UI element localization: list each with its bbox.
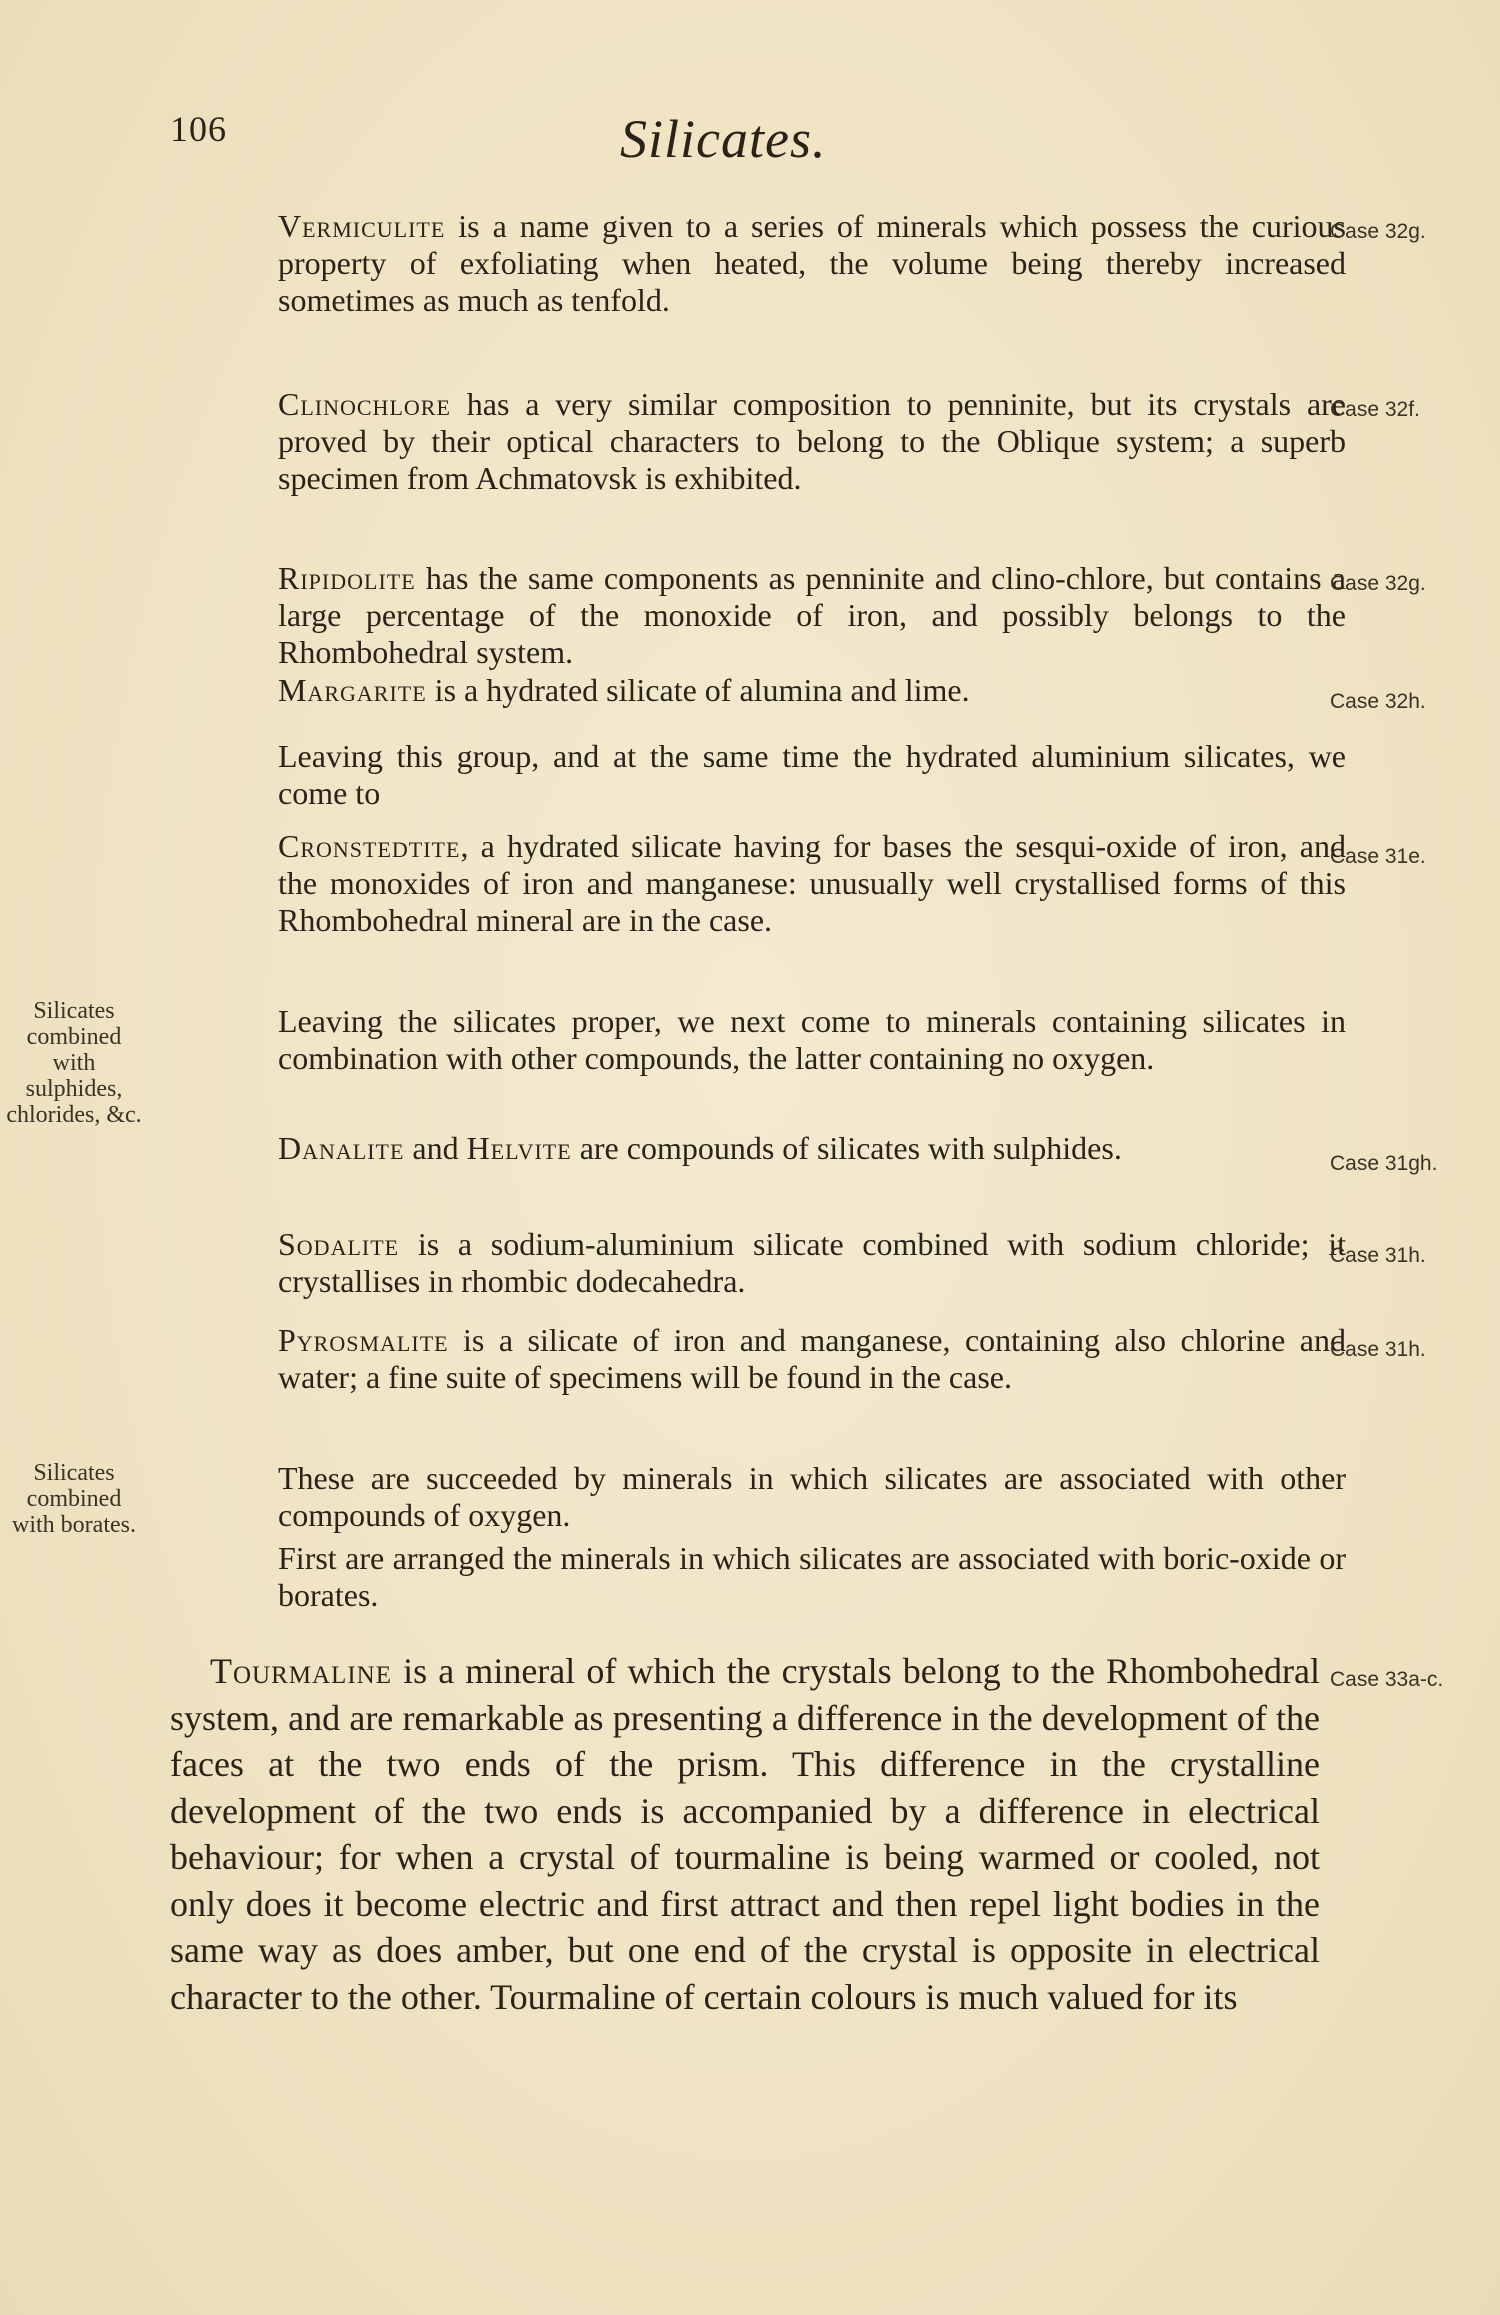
mineral-name: Danalite [278, 1130, 405, 1166]
case-reference: Case 31h. [1330, 1338, 1426, 1361]
paragraph-clinochlore [250, 386, 1346, 497]
mineral-name: Margarite [278, 672, 427, 708]
paragraph-text: is a sodium-aluminium silicate combined with sodium chloride; it crystallises in rhombic dodecahedra. [278, 1226, 1346, 1299]
paragraph-text: are compounds of silicates with sulphides. [571, 1130, 1122, 1166]
mineral-name: Ripidolite [278, 560, 416, 596]
case-reference: Case 33a-c. [1330, 1668, 1444, 1691]
mineral-name: Clinochlore [278, 386, 451, 422]
paragraph-text: is a mineral of which the crystals belong to the Rhombohedral system, and are remarkable as presenting a difference in the development of the faces at the two ends of the prism. This difference in the crystalline development of the two ends is accompanied by a difference in electrical behaviour; for when a crystal of tourmaline is being warmed or cooled, not only does it become electric and first attract and then repel light bodies in the same way as does amber, but one end of the crystal is opposite in electrical character to the other. Tourmaline of certain colours is much valued for its [170, 1651, 1320, 2017]
paragraph-text: Leaving this group, and at the same time the hydrated aluminium silicates, we come to [278, 738, 1346, 811]
mineral-name: Vermiculite [278, 208, 446, 244]
side-note-sulphides: Silicates combined with sulphides, chlorides, &c. [6, 998, 142, 1128]
case-reference: Case 31e. [1330, 845, 1426, 868]
paragraph-succeeded [250, 1460, 1346, 1534]
paragraph-leaving-silicates [250, 1003, 1346, 1077]
paragraph-text: is a name given to a series of minerals which possess the curious property of exfoliating when heated, the volume being thereby increased sometimes as much as tenfold. [278, 208, 1346, 318]
paragraph-margarite [250, 672, 1346, 709]
paragraph-sodalite [250, 1226, 1346, 1300]
case-reference: Case 32f. [1330, 398, 1420, 421]
paragraph-pyrosmalite [250, 1322, 1346, 1396]
mineral-name: Pyrosmalite [278, 1322, 449, 1358]
mineral-name: Tourmaline [210, 1651, 392, 1691]
page-header [0, 108, 1500, 168]
side-note-borates: Silicates combined with borates. [12, 1460, 136, 1538]
case-reference: Case 32g. [1330, 572, 1426, 595]
case-reference: Case 31gh. [1330, 1152, 1438, 1175]
paragraph-ripidolite [250, 560, 1346, 671]
paragraph-danalite-helvite [250, 1130, 1346, 1167]
paragraph-text: and [404, 1130, 467, 1166]
paragraph-text: , a hydrated silicate having for bases the sesqui-oxide of iron, and the monoxides of iron and manganese: unusually well crystallised forms of this Rhombohedral mineral are in the case. [278, 828, 1346, 938]
paragraph-text: These are succeeded by minerals in which silicates are associated with other compounds of oxygen. [278, 1460, 1346, 1533]
mineral-name: Cronstedtite [278, 828, 461, 864]
paragraph-text: is a hydrated silicate of alumina and lime. [426, 672, 970, 708]
mineral-name: Sodalite [278, 1226, 400, 1262]
page-number: 106 [170, 109, 227, 149]
paragraph-text: has a very similar composition to penninite, but its crystals are proved by their optical characters to belong to the Oblique system; a superb specimen from Achmatovsk is exhibited. [278, 386, 1346, 496]
running-title: Silicates. [620, 109, 827, 169]
paragraph-tourmaline [170, 1648, 1320, 2020]
case-reference: Case 32g. [1330, 220, 1426, 243]
case-reference: Case 31h. [1330, 1244, 1426, 1267]
mineral-name: Helvite [466, 1130, 572, 1166]
paragraph-text: Leaving the silicates proper, we next come to minerals containing silicates in combination with other compounds, the latter containing no oxygen. [278, 1003, 1346, 1076]
paragraph-text: First are arranged the minerals in which silicates are associated with boric-oxide or borates. [278, 1540, 1346, 1613]
paragraph-leaving-group [250, 738, 1346, 812]
paragraph-text: is a silicate of iron and manganese, containing also chlorine and water; a fine suite of specimens will be found in the case. [278, 1322, 1346, 1395]
paragraph-cronstedtite [250, 828, 1346, 939]
paragraph-first-arranged [250, 1540, 1346, 1614]
paragraph-text: has the same components as penninite and clino-chlore, but contains a large percentage of the monoxide of iron, and possibly belongs to the Rhombohedral system. [278, 560, 1346, 670]
paragraph-vermiculite [250, 208, 1346, 319]
case-reference: Case 32h. [1330, 690, 1426, 713]
